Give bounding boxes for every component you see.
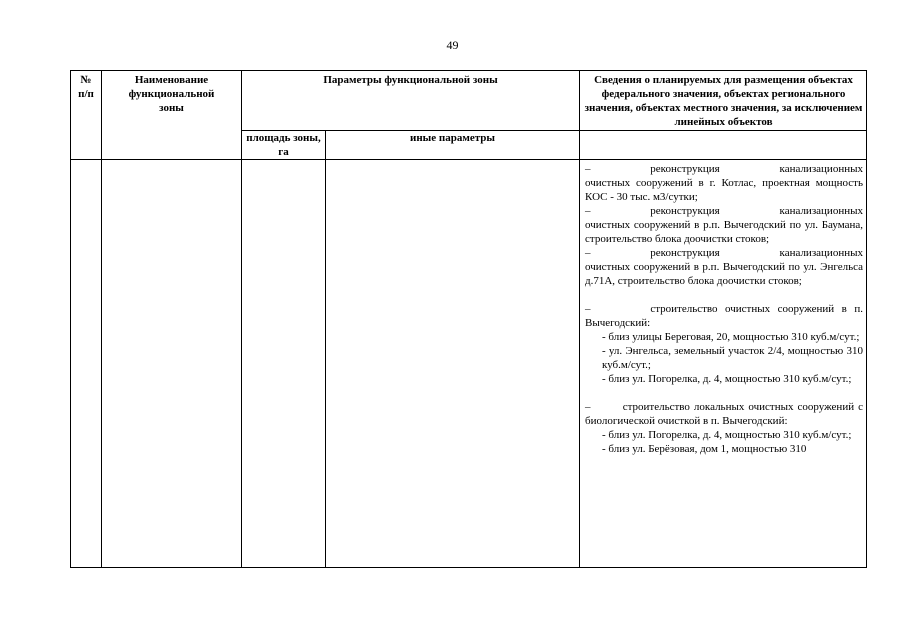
dash: – (585, 205, 591, 217)
dash: – (585, 247, 591, 259)
list-item: – реконструкция канализационных очистных сооружений в р.п. Вычегодский по ул. Энгельса д.71А, строительство блока доочистки стоков; (585, 247, 863, 287)
header-zone-name: Наименование функциональной зоны (102, 71, 242, 160)
sub-item: - близ улицы Береговая, 20, мощностью 310 куб.м/сут.; (602, 331, 860, 343)
list-item (585, 400, 866, 456)
header-empty (580, 131, 867, 160)
list-item: – реконструкция канализационных очистных сооружений в г. Котлас, проектная мощность КОС - 30 тыс. м3/сутки; (585, 163, 863, 203)
item-lead: – строительство очистных сооружений в п. Вычегодский: (585, 303, 866, 329)
sub-item: - ул. Энгельса, земельный участок 2/4, мощностью 310 куб.м/сут.; (602, 345, 863, 371)
cell-planned-objects (580, 160, 867, 568)
sub-item: - близ ул. Погорелка, д. 4, мощностью 310 куб.м/сут.; (602, 373, 852, 385)
sub-item: - близ ул. Погорелка, д. 4, мощностью 310 куб.м/сут.; (602, 429, 852, 441)
item-text: очистных сооружений в р.п. Вычегодский по ул. Энгельса д.71А, строительство блока доочистки стоков; (585, 261, 863, 287)
header-num: № п/п (71, 71, 102, 160)
header-other-params: иные параметры (326, 131, 580, 160)
list-item (585, 302, 866, 386)
header-area: площадь зоны, га (242, 131, 326, 160)
item-text: очистных сооружений в г. Котлас, проектная мощность КОС - 30 тыс. м3/сутки; (585, 177, 863, 203)
header-zone-params: Параметры функциональной зоны (242, 71, 580, 131)
zones-table (70, 70, 867, 568)
dash: – (585, 163, 591, 175)
item-lead: – строительство локальных очистных сооружений с биологической очисткой в п. Вычегодский: (585, 401, 866, 427)
header-planned-objects: Сведения о планируемых для размещения объектах федерального значения, объектах регионального значения, объектах местного значения, за исключением линейных объектов (580, 71, 867, 131)
item-text: очистных сооружений в р.п. Вычегодский по ул. Баумана, строительство блока доочистки стоков; (585, 219, 863, 245)
cell-other-params (326, 160, 580, 568)
sub-item: - близ ул. Берёзовая, дом 1, мощностью 310 (602, 443, 807, 455)
cell-zone-name (102, 160, 242, 568)
cell-num (71, 160, 102, 568)
page-number: 49 (446, 38, 459, 52)
cell-area (242, 160, 326, 568)
list-item: – реконструкция канализационных очистных сооружений в р.п. Вычегодский по ул. Баумана, строительство блока доочистки стоков; (585, 205, 863, 245)
